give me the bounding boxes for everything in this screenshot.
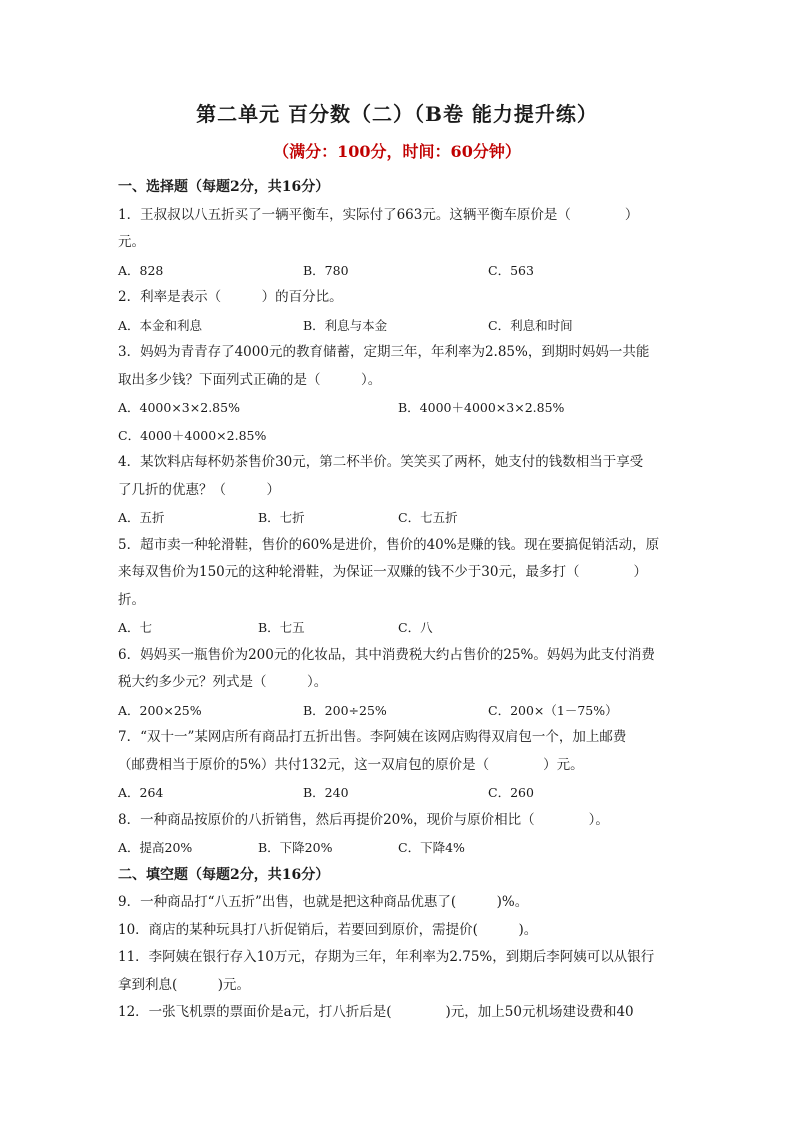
options-row xyxy=(118,834,678,862)
option-a: A．828 xyxy=(118,262,164,278)
options-row xyxy=(118,257,678,285)
question-line: （邮费相当于原价的5%）共付132元，这一双肩包的原价是（ ）元。 xyxy=(118,756,584,773)
option-b: B．240 xyxy=(303,785,349,800)
option-a: A．264 xyxy=(118,785,164,800)
page-subtitle: （满分：100分，时间：60分钟） xyxy=(273,142,521,161)
question-line: 12．一张飞机票的票面价是a元，打八折后是( )元，加上50元机场建设费和40 xyxy=(118,1004,634,1020)
question-line: 元。 xyxy=(118,234,145,250)
option-a: A．4000×3×2.85% xyxy=(118,400,240,415)
option-c: C．利息和时间 xyxy=(488,317,573,333)
question-line: 4．某饮料店每杯奶茶售价30元，第二杯半价。笑笑买了两杯，她支付的钱数相当于享受 xyxy=(118,454,644,470)
question-4 xyxy=(118,449,678,532)
question-line: 3．妈妈为青青存了4000元的教育储蓄，定期三年，年利率为2.85%，到期时妈妈一共能 xyxy=(118,344,650,360)
options-row xyxy=(118,312,678,340)
option-b: B．4000＋4000×3×2.85% xyxy=(398,400,565,415)
section-heading-choice: 一、选择题（每题2分，共16分） xyxy=(118,179,330,195)
question-line: 10．商店的某种玩具打八折促销后，若要回到原价，需提价( )。 xyxy=(118,921,538,938)
options-row xyxy=(118,697,678,725)
question-line: 取出多少钱？下面列式正确的是（ ）。 xyxy=(118,371,382,388)
worksheet-content xyxy=(118,174,678,1027)
question-7 xyxy=(118,724,678,807)
option-c: C．八 xyxy=(398,620,433,635)
option-c: C．200×（1－75%） xyxy=(488,702,618,718)
question-line: 来每双售价为150元的这种轮滑鞋，为保证一双赚的钱不少于30元，最多打（ ） xyxy=(118,564,647,580)
question-line: 税大约多少元？列式是（ ）。 xyxy=(118,674,328,690)
option-b: B．利息与本金 xyxy=(303,317,388,333)
option-b: B．七折 xyxy=(258,510,305,525)
question-line: 6．妈妈买一瓶售价为200元的化妆品，其中消费税大约占售价的25%。妈妈为此支付消费 xyxy=(118,646,655,663)
question-12 xyxy=(118,999,678,1027)
question-2 xyxy=(118,284,678,339)
question-6 xyxy=(118,642,678,725)
question-line: 11．李阿姨在银行存入10万元，存期为三年，年利率为2.75%，到期后李阿姨可以从银行 xyxy=(118,949,655,965)
option-b: B．下降20% xyxy=(258,840,333,855)
option-c: C．下降4% xyxy=(398,840,465,855)
page-title: 第二单元 百分数（二）（B卷 能力提升练） xyxy=(196,102,598,126)
option-a: A．本金和利息 xyxy=(118,317,203,333)
option-b: B．780 xyxy=(303,262,349,278)
question-line: 7．“双十一”某网店所有商品打五折出售。李阿姨在该网店购得双肩包一个，加上邮费 xyxy=(118,729,627,745)
option-c: C．260 xyxy=(488,785,534,800)
question-8 xyxy=(118,807,678,862)
question-line: 9．一种商品打“八五折”出售，也就是把这种商品优惠了( )%。 xyxy=(118,894,529,910)
question-3 xyxy=(118,339,678,449)
question-line: 1．王叔叔以八五折买了一辆平衡车，实际付了663元。这辆平衡车原价是（ ） xyxy=(118,206,639,223)
question-line: 2．利率是表示（ ）的百分比。 xyxy=(118,289,343,305)
option-b: B．200÷25% xyxy=(303,702,387,718)
question-line: 了几折的优惠？（ ） xyxy=(118,481,280,498)
option-a: A．提高20% xyxy=(118,840,193,855)
option-a: A．七 xyxy=(118,620,153,635)
question-line: 8．一种商品按原价的八折销售，然后再提价20%，现价与原价相比（ ）。 xyxy=(118,811,609,828)
question-9 xyxy=(118,889,678,917)
options-row xyxy=(118,394,678,422)
option-c: C．563 xyxy=(488,262,534,278)
options-row xyxy=(118,422,678,450)
question-line: 折。 xyxy=(118,591,145,608)
options-row xyxy=(118,614,678,642)
option-a: A．五折 xyxy=(118,510,165,525)
section-heading-fill: 二、填空题（每题2分，共16分） xyxy=(118,866,330,883)
question-1 xyxy=(118,202,678,285)
options-row xyxy=(118,779,678,807)
question-line: 5．超市卖一种轮滑鞋，售价的60%是进价，售价的40%是赚的钱。现在要搞促销活动，原 xyxy=(118,536,660,553)
question-10 xyxy=(118,917,678,945)
options-row xyxy=(118,504,678,532)
question-line: 拿到利息( )元。 xyxy=(118,976,251,993)
question-11 xyxy=(118,944,678,999)
option-b: B．七五 xyxy=(258,620,305,635)
option-c: C．七五折 xyxy=(398,510,458,525)
option-a: A．200×25% xyxy=(118,702,202,718)
option-c: C．4000＋4000×2.85% xyxy=(118,427,267,443)
question-5 xyxy=(118,532,678,642)
